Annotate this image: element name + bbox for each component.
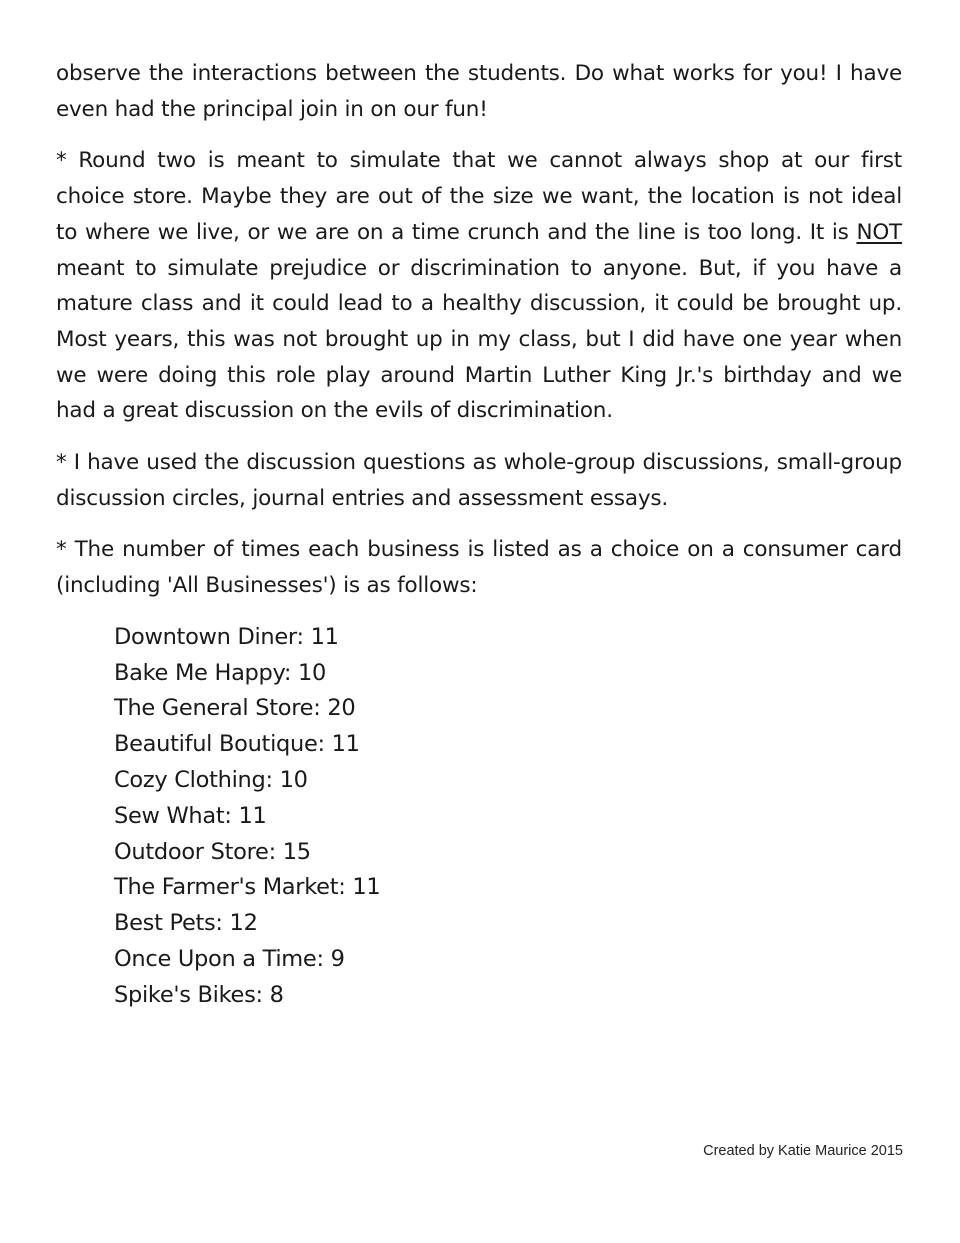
footer-credit: Created by Katie Maurice 2015 — [703, 1143, 903, 1159]
list-item: Cozy Clothing: 10 — [114, 767, 308, 794]
round-two-text-start: * Round two is meant to simulate that we cannot always shop at our first choice store. Maybe they are out of the size we want, the location is not ideal to where we live, or we are on a time crunch and the line is too long. It is — [56, 148, 902, 245]
business-count-list — [56, 620, 902, 1014]
list-item: Once Upon a Time: 9 — [114, 946, 345, 973]
emphasis-not: NOT — [856, 219, 902, 245]
list-item: Beautiful Boutique: 11 — [114, 731, 360, 758]
document-body — [56, 56, 902, 1014]
paragraph-discussion-questions: * I have used the discussion questions as whole-group discussions, small-group discussion circles, journal entries and assessment essays. — [56, 450, 902, 511]
paragraph-round-two — [56, 143, 902, 429]
list-item: The Farmer's Market: 11 — [114, 874, 381, 901]
list-item: Sew What: 11 — [114, 802, 267, 829]
paragraph-interactions: observe the interactions between the students. Do what works for you! I have even had the principal join in on our fun! — [56, 61, 902, 122]
list-item: Spike's Bikes: 8 — [114, 981, 284, 1008]
list-item: Downtown Diner: 11 — [114, 623, 339, 650]
paragraph-business-counts-intro: * The number of times each business is listed as a choice on a consumer card (including 'All Businesses') is as follows: — [56, 537, 902, 599]
list-item: Best Pets: 12 — [114, 910, 258, 937]
list-item: Bake Me Happy: 10 — [114, 659, 327, 686]
round-two-text-end: meant to simulate prejudice or discrimination to anyone. But, if you have a mature class and it could lead to a healthy discussion, it could be brought up. Most years, this was not brought up in my class, but I did have one year when we were doing this role play around Martin Luther King Jr.'s birthday and we had a great discussion on the evils of discrimination. — [56, 255, 902, 424]
list-item: The General Store: 20 — [114, 695, 356, 722]
list-item: Outdoor Store: 15 — [114, 838, 311, 865]
